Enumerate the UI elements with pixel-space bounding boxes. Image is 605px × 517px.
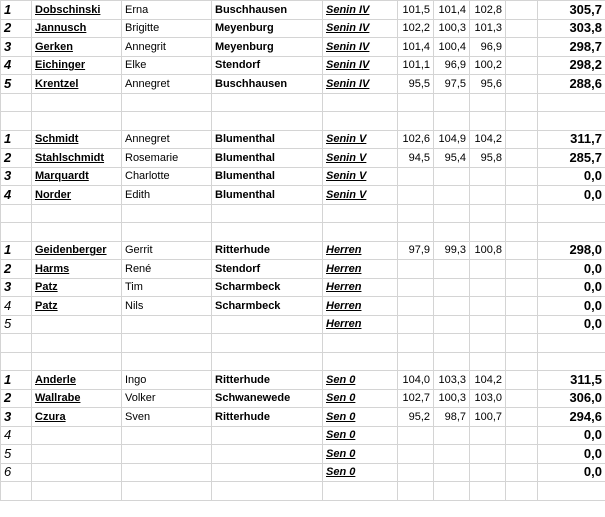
result-row (1, 149, 605, 168)
empty-cell (1, 334, 32, 353)
series2-cell: 98,7 (434, 408, 470, 427)
empty-cell (32, 334, 122, 353)
empty-cell (506, 315, 538, 334)
rank-cell: 5 (1, 315, 32, 334)
series1-cell (398, 297, 434, 316)
result-row (1, 426, 605, 445)
series3-cell: 100,8 (470, 241, 506, 260)
rank-cell: 2 (1, 389, 32, 408)
empty-cell (1, 482, 32, 501)
rank-cell: 1 (1, 241, 32, 260)
total-cell: 298,0 (538, 241, 605, 260)
empty-cell (506, 463, 538, 482)
club-cell: Buschhausen (212, 75, 323, 94)
result-row (1, 315, 605, 334)
club-cell: Meyenburg (212, 38, 323, 57)
club-cell: Ritterhude (212, 371, 323, 390)
class-cell: Sen 0 (323, 408, 398, 427)
empty-cell (212, 334, 323, 353)
empty-cell (538, 112, 605, 131)
empty-cell (398, 93, 434, 112)
total-cell: 311,5 (538, 371, 605, 390)
series3-cell (470, 186, 506, 205)
club-cell: Meyenburg (212, 19, 323, 38)
result-row (1, 445, 605, 464)
total-cell: 288,6 (538, 75, 605, 94)
empty-cell (323, 112, 398, 131)
series2-cell (434, 278, 470, 297)
last-name-cell: Anderle (32, 371, 122, 390)
rank-cell: 3 (1, 38, 32, 57)
empty-cell (398, 334, 434, 353)
series3-cell: 103,0 (470, 389, 506, 408)
empty-cell (122, 334, 212, 353)
first-name-cell: Charlotte (122, 167, 212, 186)
empty-cell (323, 352, 398, 371)
empty-cell (323, 334, 398, 353)
results-rows (1, 1, 605, 501)
last-name-cell: Gerken (32, 38, 122, 57)
series2-cell: 97,5 (434, 75, 470, 94)
result-row (1, 408, 605, 427)
empty-cell (1, 223, 32, 242)
club-cell: Ritterhude (212, 408, 323, 427)
class-cell: Sen 0 (323, 389, 398, 408)
spacer-row (1, 93, 605, 112)
spacer-row (1, 223, 605, 242)
club-cell (212, 463, 323, 482)
last-name-cell: Geidenberger (32, 241, 122, 260)
empty-cell (398, 223, 434, 242)
series3-cell (470, 315, 506, 334)
first-name-cell: René (122, 260, 212, 279)
rank-cell: 3 (1, 278, 32, 297)
rank-cell: 4 (1, 186, 32, 205)
series1-cell (398, 260, 434, 279)
club-cell (212, 445, 323, 464)
empty-cell (323, 93, 398, 112)
class-cell: Senin V (323, 130, 398, 149)
series2-cell (434, 297, 470, 316)
last-name-cell: Patz (32, 297, 122, 316)
class-cell: Sen 0 (323, 426, 398, 445)
empty-cell (212, 112, 323, 131)
empty-cell (32, 93, 122, 112)
result-row (1, 167, 605, 186)
empty-cell (212, 204, 323, 223)
rank-cell: 4 (1, 426, 32, 445)
series3-cell (470, 463, 506, 482)
series1-cell: 102,6 (398, 130, 434, 149)
series2-cell (434, 426, 470, 445)
last-name-cell: Norder (32, 186, 122, 205)
empty-cell (122, 112, 212, 131)
empty-cell (506, 75, 538, 94)
empty-cell (398, 112, 434, 131)
series1-cell: 102,7 (398, 389, 434, 408)
total-cell: 0,0 (538, 167, 605, 186)
club-cell (212, 315, 323, 334)
total-cell: 0,0 (538, 186, 605, 205)
empty-cell (506, 93, 538, 112)
empty-cell (506, 371, 538, 390)
series2-cell: 96,9 (434, 56, 470, 75)
club-cell: Schwanewede (212, 389, 323, 408)
empty-cell (506, 56, 538, 75)
total-cell: 0,0 (538, 278, 605, 297)
class-cell: Herren (323, 241, 398, 260)
empty-cell (434, 223, 470, 242)
empty-cell (398, 352, 434, 371)
first-name-cell (122, 463, 212, 482)
class-cell: Herren (323, 278, 398, 297)
rank-cell: 5 (1, 75, 32, 94)
last-name-cell: Marquardt (32, 167, 122, 186)
result-row (1, 241, 605, 260)
club-cell (212, 426, 323, 445)
empty-cell (506, 408, 538, 427)
series2-cell (434, 186, 470, 205)
empty-cell (1, 112, 32, 131)
series1-cell: 101,4 (398, 38, 434, 57)
empty-cell (323, 223, 398, 242)
spacer-row (1, 204, 605, 223)
empty-cell (212, 352, 323, 371)
empty-cell (470, 112, 506, 131)
empty-cell (122, 352, 212, 371)
first-name-cell: Rosemarie (122, 149, 212, 168)
result-row (1, 186, 605, 205)
empty-cell (506, 38, 538, 57)
rank-cell: 4 (1, 297, 32, 316)
last-name-cell: Eichinger (32, 56, 122, 75)
first-name-cell: Gerrit (122, 241, 212, 260)
last-name-cell: Wallrabe (32, 389, 122, 408)
class-cell: Senin IV (323, 19, 398, 38)
series2-cell: 103,3 (434, 371, 470, 390)
class-cell: Senin IV (323, 75, 398, 94)
empty-cell (506, 204, 538, 223)
series1-cell: 97,9 (398, 241, 434, 260)
first-name-cell: Tim (122, 278, 212, 297)
result-row (1, 389, 605, 408)
first-name-cell: Annegrit (122, 38, 212, 57)
empty-cell (506, 389, 538, 408)
first-name-cell (122, 315, 212, 334)
series1-cell (398, 167, 434, 186)
empty-cell (506, 278, 538, 297)
empty-cell (32, 223, 122, 242)
total-cell: 0,0 (538, 315, 605, 334)
last-name-cell: Stahlschmidt (32, 149, 122, 168)
result-row (1, 260, 605, 279)
class-cell: Sen 0 (323, 371, 398, 390)
total-cell: 303,8 (538, 19, 605, 38)
series3-cell (470, 445, 506, 464)
series3-cell: 95,8 (470, 149, 506, 168)
first-name-cell: Ingo (122, 371, 212, 390)
series2-cell (434, 445, 470, 464)
class-cell: Herren (323, 260, 398, 279)
first-name-cell: Annegret (122, 130, 212, 149)
empty-cell (32, 112, 122, 131)
total-cell: 306,0 (538, 389, 605, 408)
empty-cell (434, 334, 470, 353)
empty-cell (506, 445, 538, 464)
first-name-cell: Elke (122, 56, 212, 75)
series1-cell: 102,2 (398, 19, 434, 38)
empty-cell (506, 241, 538, 260)
empty-cell (470, 352, 506, 371)
club-cell: Blumenthal (212, 130, 323, 149)
empty-cell (506, 186, 538, 205)
series1-cell: 94,5 (398, 149, 434, 168)
class-cell: Senin V (323, 186, 398, 205)
first-name-cell: Annegret (122, 75, 212, 94)
series1-cell (398, 315, 434, 334)
last-name-cell (32, 463, 122, 482)
total-cell: 285,7 (538, 149, 605, 168)
empty-cell (506, 297, 538, 316)
total-cell: 294,6 (538, 408, 605, 427)
class-cell: Senin V (323, 167, 398, 186)
series2-cell (434, 463, 470, 482)
series3-cell: 100,7 (470, 408, 506, 427)
empty-cell (506, 334, 538, 353)
total-cell: 0,0 (538, 426, 605, 445)
first-name-cell: Sven (122, 408, 212, 427)
last-name-cell (32, 426, 122, 445)
spacer-row (1, 482, 605, 501)
total-cell: 0,0 (538, 445, 605, 464)
first-name-cell (122, 426, 212, 445)
club-cell: Buschhausen (212, 1, 323, 20)
empty-cell (32, 482, 122, 501)
rank-cell: 1 (1, 130, 32, 149)
empty-cell (538, 352, 605, 371)
series2-cell: 100,3 (434, 19, 470, 38)
class-cell: Senin IV (323, 38, 398, 57)
empty-cell (434, 352, 470, 371)
rank-cell: 4 (1, 56, 32, 75)
empty-cell (470, 93, 506, 112)
empty-cell (470, 204, 506, 223)
empty-cell (122, 482, 212, 501)
empty-cell (32, 352, 122, 371)
series3-cell: 95,6 (470, 75, 506, 94)
rank-cell: 5 (1, 445, 32, 464)
empty-cell (506, 482, 538, 501)
total-cell: 311,7 (538, 130, 605, 149)
empty-cell (212, 482, 323, 501)
empty-cell (1, 204, 32, 223)
class-cell: Herren (323, 315, 398, 334)
series3-cell (470, 260, 506, 279)
series3-cell (470, 426, 506, 445)
result-row (1, 278, 605, 297)
series3-cell: 104,2 (470, 130, 506, 149)
club-cell: Ritterhude (212, 241, 323, 260)
last-name-cell: Jannusch (32, 19, 122, 38)
club-cell: Blumenthal (212, 149, 323, 168)
series2-cell: 99,3 (434, 241, 470, 260)
series3-cell (470, 278, 506, 297)
rank-cell: 6 (1, 463, 32, 482)
total-cell: 298,2 (538, 56, 605, 75)
last-name-cell (32, 315, 122, 334)
empty-cell (323, 204, 398, 223)
empty-cell (538, 334, 605, 353)
club-cell: Scharmbeck (212, 297, 323, 316)
first-name-cell: Brigitte (122, 19, 212, 38)
first-name-cell: Volker (122, 389, 212, 408)
empty-cell (434, 482, 470, 501)
series1-cell: 101,5 (398, 1, 434, 20)
empty-cell (506, 112, 538, 131)
series3-cell: 102,8 (470, 1, 506, 20)
series1-cell: 101,1 (398, 56, 434, 75)
empty-cell (506, 426, 538, 445)
empty-cell (506, 167, 538, 186)
series1-cell (398, 445, 434, 464)
last-name-cell: Czura (32, 408, 122, 427)
class-cell: Senin IV (323, 56, 398, 75)
empty-cell (323, 482, 398, 501)
result-row (1, 130, 605, 149)
empty-cell (212, 223, 323, 242)
first-name-cell: Edith (122, 186, 212, 205)
first-name-cell (122, 445, 212, 464)
empty-cell (122, 93, 212, 112)
empty-cell (434, 112, 470, 131)
empty-cell (538, 223, 605, 242)
last-name-cell (32, 445, 122, 464)
series2-cell: 95,4 (434, 149, 470, 168)
rank-cell: 1 (1, 371, 32, 390)
empty-cell (434, 93, 470, 112)
empty-cell (506, 1, 538, 20)
empty-cell (434, 204, 470, 223)
spacer-row (1, 334, 605, 353)
result-row (1, 19, 605, 38)
empty-cell (538, 482, 605, 501)
empty-cell (470, 334, 506, 353)
result-row (1, 75, 605, 94)
series3-cell: 104,2 (470, 371, 506, 390)
empty-cell (506, 352, 538, 371)
class-cell: Sen 0 (323, 463, 398, 482)
rank-cell: 3 (1, 408, 32, 427)
empty-cell (538, 204, 605, 223)
empty-cell (470, 482, 506, 501)
last-name-cell: Harms (32, 260, 122, 279)
empty-cell (538, 93, 605, 112)
series1-cell: 104,0 (398, 371, 434, 390)
series2-cell: 100,4 (434, 38, 470, 57)
series1-cell: 95,2 (398, 408, 434, 427)
series3-cell (470, 167, 506, 186)
empty-cell (122, 204, 212, 223)
empty-cell (506, 19, 538, 38)
empty-cell (506, 130, 538, 149)
club-cell: Stendorf (212, 260, 323, 279)
series3-cell: 101,3 (470, 19, 506, 38)
result-row (1, 1, 605, 20)
total-cell: 305,7 (538, 1, 605, 20)
empty-cell (398, 482, 434, 501)
rank-cell: 1 (1, 1, 32, 20)
spacer-row (1, 352, 605, 371)
empty-cell (470, 223, 506, 242)
first-name-cell: Erna (122, 1, 212, 20)
empty-cell (506, 223, 538, 242)
empty-cell (212, 93, 323, 112)
class-cell: Senin IV (323, 1, 398, 20)
total-cell: 0,0 (538, 260, 605, 279)
club-cell: Blumenthal (212, 186, 323, 205)
series1-cell: 95,5 (398, 75, 434, 94)
series2-cell: 104,9 (434, 130, 470, 149)
rank-cell: 2 (1, 19, 32, 38)
class-cell: Sen 0 (323, 445, 398, 464)
result-row (1, 56, 605, 75)
series1-cell (398, 278, 434, 297)
result-row (1, 38, 605, 57)
empty-cell (398, 204, 434, 223)
empty-cell (32, 204, 122, 223)
club-cell: Blumenthal (212, 167, 323, 186)
empty-cell (1, 352, 32, 371)
series3-cell: 96,9 (470, 38, 506, 57)
rank-cell: 3 (1, 167, 32, 186)
total-cell: 0,0 (538, 463, 605, 482)
spacer-row (1, 112, 605, 131)
total-cell: 0,0 (538, 297, 605, 316)
empty-cell (506, 149, 538, 168)
series3-cell (470, 297, 506, 316)
empty-cell (506, 260, 538, 279)
rank-cell: 2 (1, 260, 32, 279)
club-cell: Stendorf (212, 56, 323, 75)
club-cell: Scharmbeck (212, 278, 323, 297)
class-cell: Senin V (323, 149, 398, 168)
empty-cell (1, 93, 32, 112)
last-name-cell: Krentzel (32, 75, 122, 94)
result-row (1, 297, 605, 316)
empty-cell (122, 223, 212, 242)
series1-cell (398, 426, 434, 445)
series1-cell (398, 463, 434, 482)
last-name-cell: Dobschinski (32, 1, 122, 20)
total-cell: 298,7 (538, 38, 605, 57)
series2-cell (434, 167, 470, 186)
series2-cell (434, 315, 470, 334)
rank-cell: 2 (1, 149, 32, 168)
class-cell: Herren (323, 297, 398, 316)
result-row (1, 371, 605, 390)
series2-cell (434, 260, 470, 279)
result-row (1, 463, 605, 482)
last-name-cell: Schmidt (32, 130, 122, 149)
last-name-cell: Patz (32, 278, 122, 297)
series3-cell: 100,2 (470, 56, 506, 75)
series2-cell: 100,3 (434, 389, 470, 408)
series2-cell: 101,4 (434, 1, 470, 20)
series1-cell (398, 186, 434, 205)
first-name-cell: Nils (122, 297, 212, 316)
